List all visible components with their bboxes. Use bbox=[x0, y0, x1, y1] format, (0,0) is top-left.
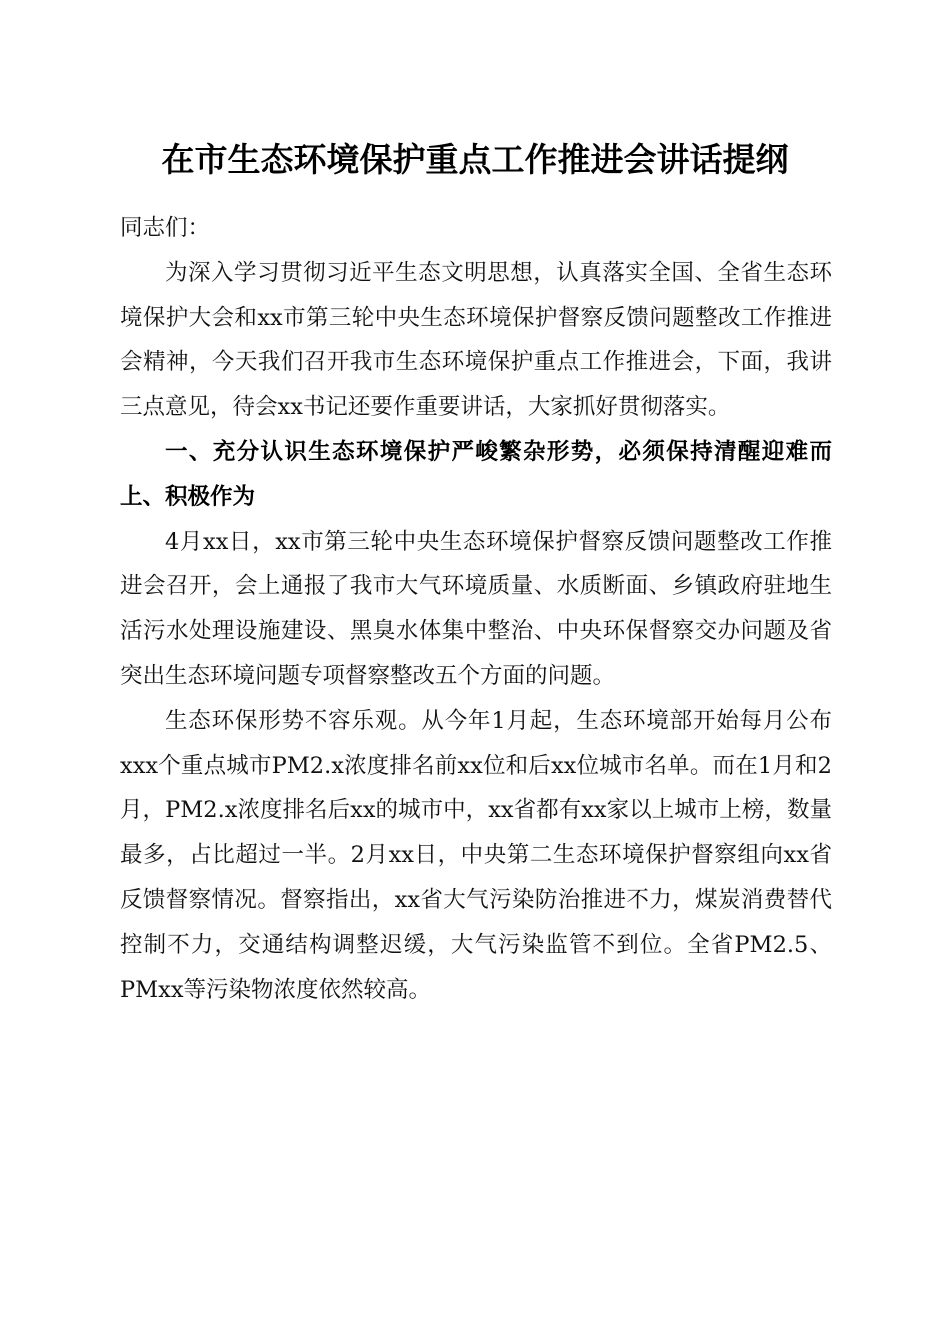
section-heading-1: 一、充分认识生态环境保护严峻繁杂形势，必须保持清醒迎难而上、积极作为 bbox=[120, 438, 832, 510]
salutation: 同志们： bbox=[120, 215, 211, 241]
body-paragraph: 4月xx日，xx市第三轮中央生态环境保护督察反馈问题整改工作推进会召开，会上通报了我市大气环境质量、水质断面、乡镇政府驻地生活污水处理设施建设、黑臭水体集中整治、中央环保督察交办问题及省突出生态环境问题专项督察整改五个方面的问题。 bbox=[120, 528, 832, 689]
intro-paragraph: 为深入学习贯彻习近平生态文明思想，认真落实全国、全省生态环境保护大会和xx市第三轮中央生态环境保护督察反馈问题整改工作推进会精神，今天我们召开我市生态环境保护重点工作推进会，下面，我讲三点意见，待会xx书记还要作重要讲话，大家抓好贯彻落实。 bbox=[120, 259, 832, 421]
document-title: 在市生态环境保护重点工作推进会讲话提纲 bbox=[161, 140, 789, 179]
body-paragraph: 生态环保形势不容乐观。从今年1月起，生态环境部开始每月公布xxx个重点城市PM2.x浓度排名前xx位和后xx位城市名单。而在1月和2月，PM2.x浓度排名后xx的城市中，xx省都有xx家以上城市上榜，数量最多，占比超过一半。2月xx日，中央第二生态环境保护督察组向xx省反馈督察情况。督察指出，xx省大气污染防治推进不力，煤炭消费替代控制不力，交通结构调整迟缓，大气污染监管不到位。全省PM2.5、PMxx等污染物浓度依然较高。 bbox=[120, 707, 832, 1003]
document-body bbox=[120, 206, 832, 1012]
